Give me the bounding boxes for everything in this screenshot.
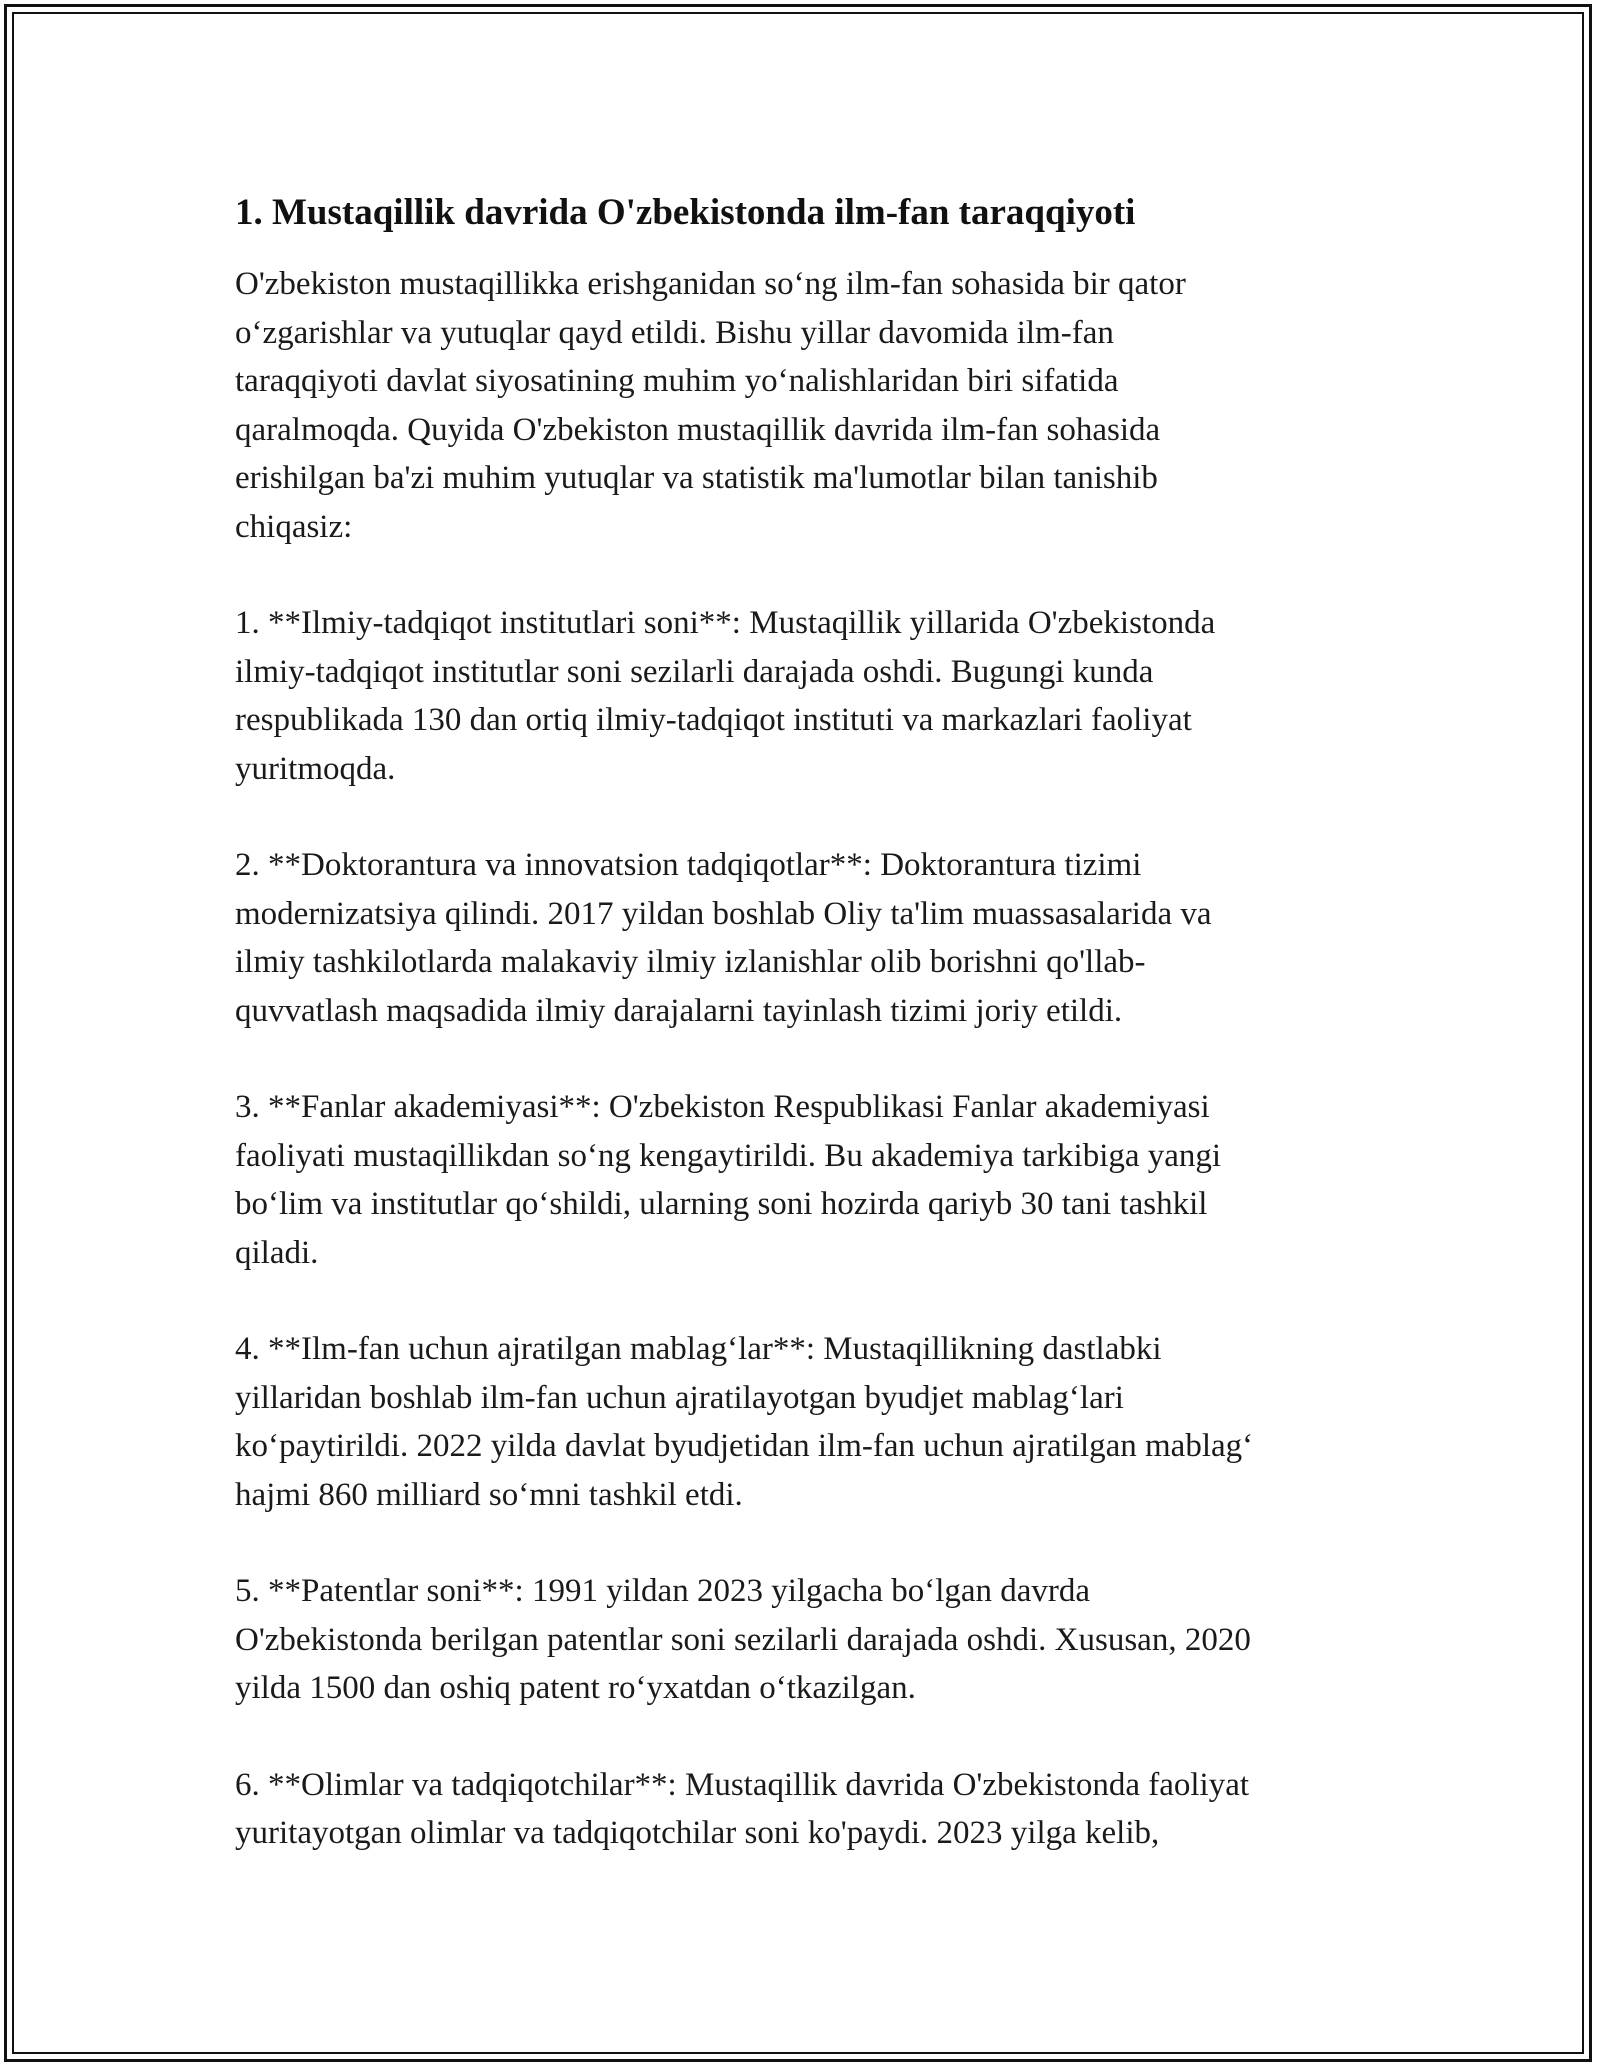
list-item-doctorate: 2. **Doktorantura va innovatsion tadqiqotlar**: Doktorantura tizimi modernizatsiya qilindi. 2017 yildan boshlab Oliy ta'lim muassasalarida va ilmiy tashkilotlarda malakaviy ilmiy izlanishlar olib borishni qo'llab- quvvatlash maqsadida ilmiy darajalarni tayinlash tizimi joriy etildi. (235, 847, 1212, 1029)
list-item-scientists: 6. **Olimlar va tadqiqotchilar**: Mustaqillik davrida O'zbekistonda faoliyat yuritayotgan olimlar va tadqiqotchilar soni ko'paydi. 2023 yilga kelib, (235, 1766, 1250, 1851)
intro-paragraph: O'zbekiston mustaqillikka erishganidan so‘ng ilm-fan sohasida bir qator o‘zgarishlar va yutuqlar qayd etildi. Bishu yillar davomida ilm-fan taraqqiyoti davlat siyosatining muhim yo‘nalishlaridan biri sifatida qaralmoqda. Quyida O'zbekiston mustaqillik davrida ilm-fan sohasida erishilgan ba'zi muhim yutuqlar va statistik ma'lumotlar bilan tanishib chiqasiz: (235, 266, 1186, 545)
document-title: 1. Mustaqillik davrida O'zbekistonda ilm-fan taraqqiyoti (235, 192, 1136, 233)
list-item-academy-of-sciences: 3. **Fanlar akademiyasi**: O'zbekiston Respublikasi Fanlar akademiyasi faoliyati mustaqillikdan so‘ng kengaytirildi. Bu akademiya tarkibiga yangi bo‘lim va institutlar qo‘shildi, ularning soni hozirda qariyb 30 tani tashkil qiladi. (235, 1089, 1222, 1271)
list-item-patents: 5. **Patentlar soni**: 1991 yildan 2023 yilgacha bo‘lgan davrda O'zbekistonda berilgan patentlar soni sezilarli darajada oshdi. Xususan, 2020 yilda 1500 dan oshiq patent ro‘yxatdan o‘tkazilgan. (235, 1573, 1251, 1706)
list-item-science-funding: 4. **Ilm-fan uchun ajratilgan mablag‘lar**: Mustaqillikning dastlabki yillaridan boshlab ilm-fan uchun ajratilayotgan byudjet mablag‘lari ko‘paytirildi. 2022 yilda davlat byudjetidan ilm-fan uchun ajratilgan mablag‘ hajmi 860 milliard so‘mni tashkil etdi. (235, 1331, 1254, 1513)
list-item-research-institutes: 1. **Ilmiy-tadqiqot institutlari soni**: Mustaqillik yillarida O'zbekistonda ilmiy-tadqiqot institutlar soni sezilarli darajada oshdi. Bugungi kunda respublikada 130 dan ortiq ilmiy-tadqiqot instituti va markazlari faoliyat yuritmoqda. (235, 605, 1216, 787)
document-body (235, 188, 1385, 1906)
